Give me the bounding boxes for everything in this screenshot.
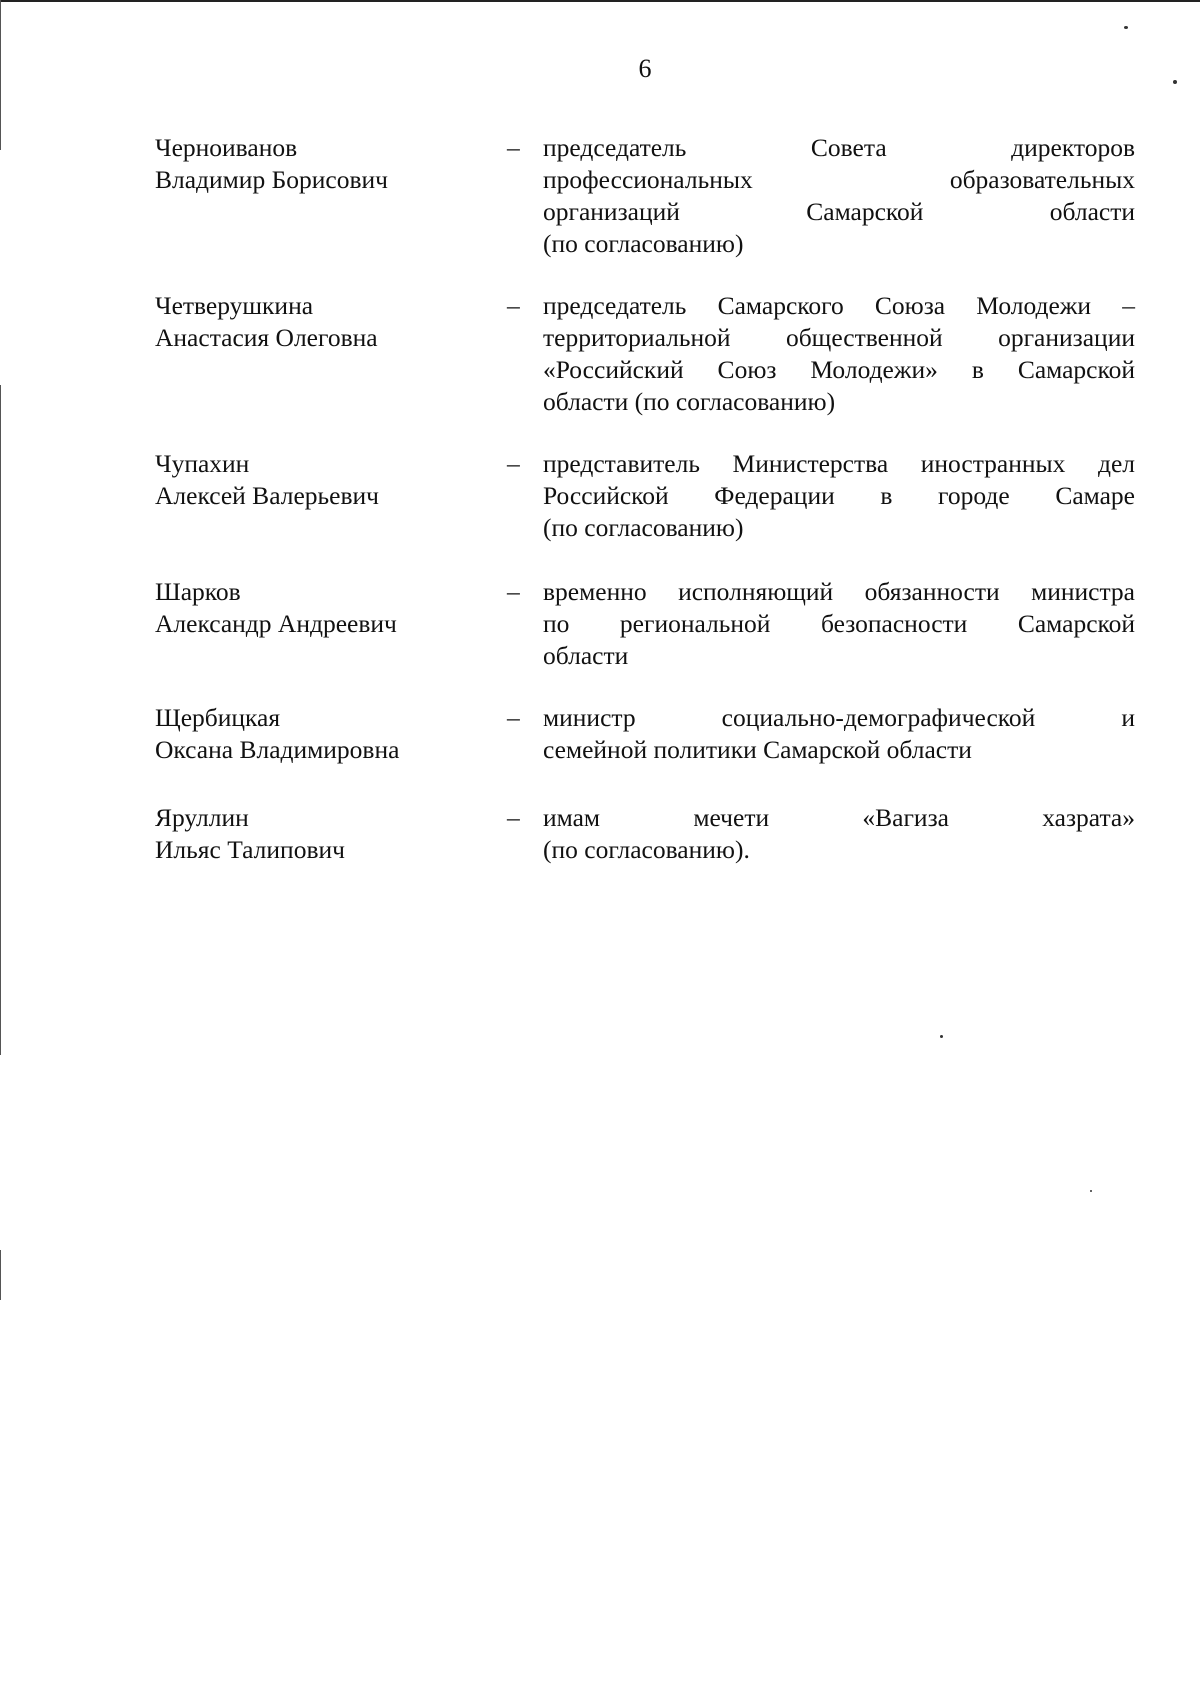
entry-dash: – — [507, 577, 520, 606]
member-position — [543, 290, 1135, 418]
member-position — [543, 448, 1135, 544]
member-name — [155, 290, 507, 354]
position-line: «Российский Союз Молодежи» в Самарской — [543, 355, 1135, 384]
position-line: организаций Самарской области — [543, 197, 1135, 226]
member-given-names: Ильяс Талипович — [155, 835, 345, 864]
member-name — [155, 132, 507, 196]
member-list — [155, 132, 1155, 866]
member-entry — [155, 576, 1155, 672]
position-line: (по согласованию) — [543, 513, 744, 542]
entry-dash: – — [507, 703, 520, 732]
scan-left-edge — [0, 1250, 1, 1300]
position-line: территориальной общественной организации — [543, 323, 1135, 352]
member-name — [155, 576, 507, 640]
position-line: временно исполняющий обязанности министра — [543, 577, 1135, 606]
member-position — [543, 702, 1135, 766]
member-given-names: Анастасия Олеговна — [155, 323, 378, 352]
position-line: имам мечети «Вагиза хазрата» — [543, 803, 1135, 832]
member-entry — [155, 802, 1155, 866]
position-line: профессиональных образовательных — [543, 165, 1135, 194]
member-name — [155, 802, 507, 866]
member-given-names: Александр Андреевич — [155, 609, 397, 638]
member-surname: Шарков — [155, 577, 241, 606]
position-line: (по согласованию). — [543, 835, 750, 864]
member-surname: Черноиванов — [155, 133, 298, 162]
entry-dash: – — [507, 449, 520, 478]
position-line: министр социально-демографической и — [543, 703, 1135, 732]
member-entry — [155, 290, 1155, 418]
position-line: представитель Министерства иностранных дел — [543, 449, 1135, 478]
member-position — [543, 802, 1135, 866]
member-surname: Чупахин — [155, 449, 250, 478]
member-position — [543, 576, 1135, 672]
entry-dash: – — [507, 133, 520, 162]
position-line: по региональной безопасности Самарской — [543, 609, 1135, 638]
entry-dash: – — [507, 291, 520, 320]
position-line: Российской Федерации в городе Самаре — [543, 481, 1135, 510]
member-surname: Щербицкая — [155, 703, 281, 732]
member-surname: Яруллин — [155, 803, 249, 832]
member-entry — [155, 702, 1155, 766]
entry-dash: – — [507, 803, 520, 832]
member-given-names: Владимир Борисович — [155, 165, 388, 194]
position-line: области (по согласованию) — [543, 387, 836, 416]
position-line: области — [543, 641, 629, 670]
member-given-names: Алексей Валерьевич — [155, 481, 379, 510]
member-given-names: Оксана Владимировна — [155, 735, 400, 764]
position-line: председатель Самарского Союза Молодежи – — [543, 291, 1135, 320]
member-name — [155, 448, 507, 512]
position-line: семейной политики Самарской области — [543, 735, 972, 764]
scan-left-edge — [0, 385, 1, 1055]
member-name — [155, 702, 507, 766]
member-position — [543, 132, 1135, 260]
member-entry — [155, 448, 1155, 544]
member-surname: Четверушкина — [155, 291, 314, 320]
position-line: председатель Совета директоров — [543, 133, 1135, 162]
scan-speck — [940, 1035, 943, 1038]
scan-top-edge — [0, 0, 1200, 2]
scan-speck — [1090, 1190, 1092, 1192]
member-entry — [155, 132, 1155, 260]
position-line: (по согласованию) — [543, 229, 744, 258]
page-number: 6 — [638, 54, 652, 83]
scan-speck — [1124, 26, 1128, 29]
